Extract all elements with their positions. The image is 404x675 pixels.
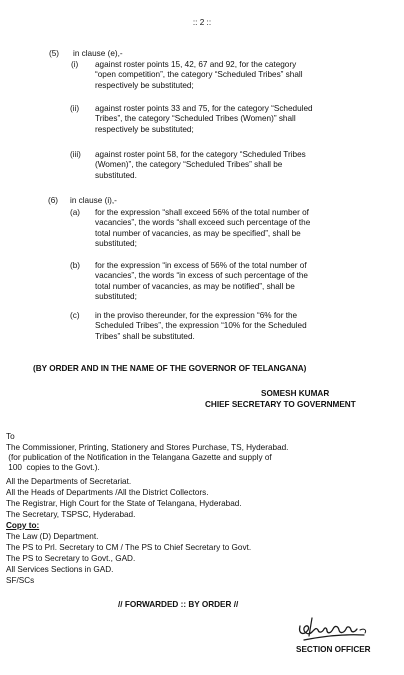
to-label: To — [6, 432, 15, 441]
item5-sub-ii-number: (ii) — [70, 104, 80, 113]
item6-sub-c-line1: in the proviso thereunder, for the expression “6% for the — [95, 311, 298, 320]
recipient-line: All the Heads of Departments /All the District Collectors. — [6, 488, 209, 497]
signatory-name: SOMESH KUMAR — [261, 389, 330, 398]
item6-intro: in clause (i),- — [70, 196, 117, 205]
item6-sub-b-number: (b) — [70, 261, 81, 270]
recipient-line: (for publication of the Notification in the Telangana Gazette and supply of — [6, 453, 272, 462]
signatory-designation: CHIEF SECRETARY TO GOVERNMENT — [205, 400, 356, 409]
item6-sub-b-line3: total number of vacancies, as may be notified”, shall be — [95, 282, 295, 291]
item6-sub-b-line4: substituted; — [95, 292, 137, 301]
copy-to-line: All Services Sections in GAD. — [6, 565, 114, 574]
item6-sub-c-number: (c) — [70, 311, 80, 320]
item6-sub-c-line2: Scheduled Tribes”, the expression “10% for the Scheduled — [95, 321, 307, 330]
item6-number: (6) — [48, 196, 59, 205]
item5-sub-ii-line1: against roster points 33 and 75, for the category “Scheduled — [95, 104, 313, 113]
recipient-line: The Commissioner, Printing, Stationery and Stores Purchase, TS, Hyderabad. — [6, 443, 289, 452]
item6-sub-a-line2: vacancies”, the words “shall exceed such percentage of the — [95, 218, 311, 227]
item6-sub-a-line3: total number of vacancies, as may be specified”, shall be — [95, 229, 301, 238]
recipient-line: The Secretary, TSPSC, Hyderabad. — [6, 510, 136, 519]
order-line: (BY ORDER AND IN THE NAME OF THE GOVERNOR OF TELANGANA) — [33, 364, 307, 373]
item5-sub-iii-line2: (Women)”, the category “Scheduled Tribes” shall be — [95, 160, 283, 169]
forwarded-line: // FORWARDED :: BY ORDER // — [118, 600, 239, 609]
copy-to-line: The PS to Prl. Secretary to CM / The PS to Chief Secretary to Govt. — [6, 543, 252, 552]
item6-sub-c-line3: Tribes” shall be substituted. — [95, 332, 195, 341]
copy-to-line: The Law (D) Department. — [6, 532, 99, 541]
copy-to-line: SF/SCs — [6, 576, 35, 585]
page-number: :: 2 :: — [192, 18, 212, 27]
item5-sub-i-line3: respectively be substituted; — [95, 81, 194, 90]
item5-sub-i-number: (i) — [71, 60, 79, 69]
recipient-line: All the Departments of Secretariat. — [6, 477, 132, 486]
item5-sub-i-line1: against roster points 15, 42, 67 and 92, for the category — [95, 60, 297, 69]
item6-sub-a-line1: for the expression “shall exceed 56% of the total number of — [95, 208, 309, 217]
copy-to-line: The PS to Secretary to Govt., GAD. — [6, 554, 136, 563]
item5-number: (5) — [49, 49, 60, 58]
item5-sub-iii-line1: against roster point 58, for the category “Scheduled Tribes — [95, 150, 306, 159]
item6-sub-b-line1: for the expression “in excess of 56% of the total number of — [95, 261, 307, 270]
item6-sub-a-number: (a) — [70, 208, 81, 217]
item5-sub-iii-line3: substituted. — [95, 171, 137, 180]
section-officer: SECTION OFFICER — [296, 645, 371, 654]
item5-sub-ii-line2: Tribes”, the category “Scheduled Tribes (Women)” shall — [95, 114, 296, 123]
item5-intro: in clause (e),- — [73, 49, 123, 58]
item5-sub-i-line2: “open competition”, the category “Scheduled Tribes” shall — [95, 70, 303, 79]
copy-to-label: Copy to: — [6, 521, 40, 530]
item5-sub-ii-line3: respectively be substituted; — [95, 125, 194, 134]
recipient-line: The Registrar, High Court for the State of Telangana, Hyderabad. — [6, 499, 242, 508]
item6-sub-a-line4: substituted; — [95, 239, 137, 248]
item6-sub-b-line2: vacancies”, the words “in excess of such percentage of the — [95, 271, 308, 280]
item5-sub-iii-number: (iii) — [70, 150, 81, 159]
recipient-line: 100 copies to the Govt.). — [6, 463, 100, 472]
